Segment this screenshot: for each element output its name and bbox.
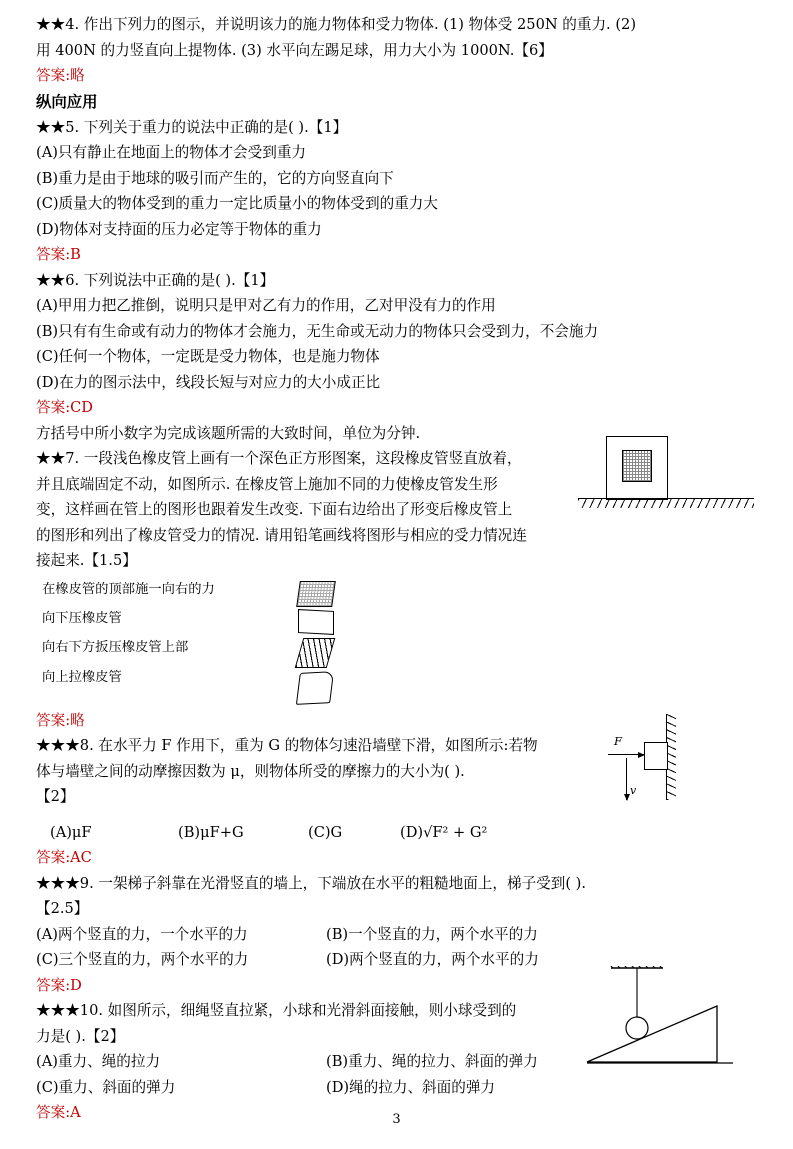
question-8-option-c: (C)G	[308, 823, 343, 841]
question-5-answer: 答案:B	[36, 246, 81, 263]
question-8-answer: 答案:AC	[36, 849, 92, 866]
question-9-answer: 答案:D	[36, 976, 82, 994]
question-6-answer: 答案:CD	[36, 399, 93, 416]
question-7-line-5: 接起来.【1.5】	[36, 552, 137, 569]
question-6-option-a: (A)甲用力把乙推倒，说明只是甲对乙有力的作用，乙对甲没有力的作用	[36, 297, 496, 314]
match-label-3: 向右下方扳压橡皮管上部	[42, 639, 189, 655]
force-label: F	[614, 734, 622, 748]
question-4-answer: 答案:略	[36, 67, 85, 84]
match-label-4: 向上拉橡皮管	[42, 669, 122, 685]
section-heading: 纵向应用	[36, 92, 98, 111]
figure-block-on-wall	[586, 714, 761, 806]
question-8-option-b: (B)μF+G	[178, 823, 244, 841]
question-8-option-d-formula: √F² + G²	[423, 823, 488, 841]
question-5-option-b: (B)重力是由于地球的吸引而产生的，它的方向竖直向下	[36, 169, 394, 187]
incline-drawing	[583, 966, 763, 1071]
question-8-line-3: 【2】	[36, 788, 75, 805]
question-5-stem: ★★5. 下列关于重力的说法中正确的是( ).【1】	[36, 118, 348, 136]
question-8-options	[36, 820, 760, 846]
question-7-line-3: 变，这样画在管上的图形也跟着发生改变. 下面右边给出了形变后橡皮管上	[36, 501, 513, 518]
question-9-line-1: ★★★9. 一架梯子斜靠在光滑竖直的墙上，下端放在水平的粗糙地面上，梯子受到( ).	[36, 874, 587, 892]
question-10-options-row-2	[36, 1075, 581, 1101]
rubber-tube-square-pattern	[622, 450, 652, 482]
question-9-option-b: (B)一个竖直的力，两个水平的力	[326, 925, 538, 943]
force-arrow-icon	[608, 754, 644, 755]
question-5-option-a: (A)只有静止在地面上的物体才会受到重力	[36, 144, 307, 161]
question-10-option-a: (A)重力、绳的拉力	[36, 1053, 161, 1070]
match-label-2: 向下压橡皮管	[42, 610, 122, 626]
question-6	[36, 268, 760, 447]
question-6-note: 方括号中所小数字为完成该题所需的大致时间，单位为分钟.	[36, 424, 421, 442]
document-content	[36, 12, 760, 1126]
question-10-options-row-1	[36, 1049, 581, 1075]
question-5	[36, 115, 760, 268]
wall-hatch	[667, 714, 676, 800]
deformed-tube-shape-4	[296, 671, 334, 705]
question-8-option-d	[400, 820, 487, 846]
page-number: 3	[392, 1112, 401, 1127]
figure-ball-on-incline	[583, 966, 763, 1071]
match-label-1: 在橡皮管的顶部施一向右的力	[42, 581, 215, 597]
question-7-line-2: 并且底端固定不动，如图所示. 在橡皮管上施加不同的力使橡皮管发生形	[36, 475, 498, 493]
question-9-line-2: 【2.5】	[36, 900, 89, 917]
question-9-option-c: (C)三个竖直的力，两个水平的力	[36, 951, 249, 968]
question-4	[36, 12, 760, 89]
question-6-stem: ★★6. 下列说法中正确的是( ).【1】	[36, 271, 275, 289]
question-10-option-b: (B)重力、绳的拉力、斜面的弹力	[326, 1053, 538, 1070]
figure-rubber-tube	[578, 430, 758, 525]
question-7-answer: 答案:略	[36, 711, 85, 729]
question-8-option-a: (A)μF	[50, 823, 92, 841]
question-5-option-d: (D)物体对支持面的压力必定等于物体的重力	[36, 220, 322, 238]
question-9-options-row-1	[36, 922, 760, 948]
question-10-option-d: (D)绳的拉力、斜面的弹力	[326, 1078, 496, 1096]
question-8-line-2: 体与墙壁之间的动摩擦因数为 μ，则物体所受的摩擦力的大小为( ).	[36, 762, 465, 780]
question-7-line-1: ★★7. 一段浅色橡皮管上画有一个深色正方形图案，这段橡皮管竖直放着，	[36, 450, 522, 467]
question-7-matching-area	[36, 580, 760, 708]
question-9-option-a: (A)两个竖直的力，一个水平的力	[36, 925, 248, 943]
question-10-line-1: ★★★10. 如图所示，细绳竖直拉紧，小球和光滑斜面接触，则小球受到的	[36, 1002, 517, 1019]
question-4-line-1: ★★4. 作出下列力的图示，并说明该力的施力物体和受力物体. (1) 物体受 250N 的重力. (2)	[36, 16, 637, 33]
question-4-line-2: 用 400N 的力竖直向上提物体. (3) 水平向左踢足球，用力大小为 1000N.【6】	[36, 41, 553, 59]
question-6-option-d: (D)在力的图示法中，线段长短与对应力的大小成正比	[36, 373, 381, 391]
question-6-option-c: (C)任何一个物体，一定既是受力物体，也是施力物体	[36, 348, 380, 365]
rubber-tube-ground-hatch	[578, 499, 754, 508]
deformed-tube-shape-1	[296, 581, 336, 607]
deformed-tube-shape-2	[298, 609, 334, 635]
question-10-option-c: (C)重力、斜面的弹力	[36, 1078, 176, 1096]
question-6-option-b: (B)只有有生命或有动力的物体才会施力，无生命或无动力的物体只会受到力，不会施力	[36, 322, 599, 340]
deformed-tube-shape-3	[295, 638, 336, 668]
velocity-arrow-icon	[626, 758, 627, 800]
question-7-line-4: 的图形和列出了橡皮管受力的情况. 请用铅笔画线将图形与相应的受力情况连	[36, 526, 527, 544]
question-10-answer: 答案:A	[36, 1104, 81, 1121]
question-8-option-d-label: (D)	[400, 823, 424, 841]
velocity-label: v	[630, 784, 637, 797]
question-10-line-2: 力是( ).【2】	[36, 1027, 125, 1045]
question-9-option-d: (D)两个竖直的力，两个水平的力	[326, 951, 539, 968]
question-5-option-c: (C)质量大的物体受到的重力一定比质量小的物体受到的重力大	[36, 195, 438, 212]
question-8-line-1: ★★★8. 在水平力 F 作用下，重为 G 的物体匀速沿墙壁下滑，如图所示:若物	[36, 737, 538, 754]
block-body	[644, 742, 668, 770]
